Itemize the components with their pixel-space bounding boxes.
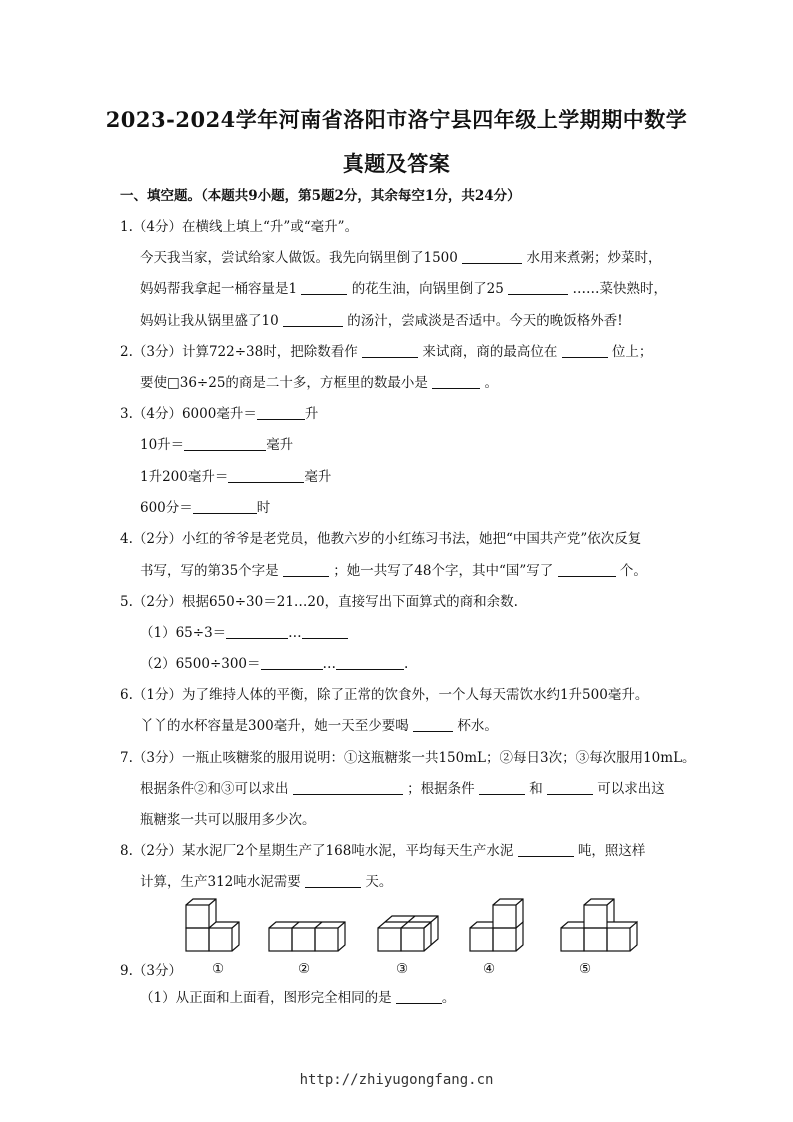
- q3-line-1: [120, 405, 318, 423]
- q5-blank-1[interactable]: [226, 624, 288, 639]
- q3-line-3: [140, 468, 331, 486]
- q5-text-b: …: [288, 625, 302, 641]
- q3-text-g: 600分＝: [140, 500, 193, 516]
- figure-4: [470, 899, 523, 951]
- figure-label-1: ①: [212, 961, 225, 977]
- q3-text-c: 10升＝: [140, 437, 185, 453]
- title-line-1: 2023-2024学年河南省洛阳市洛宁县四年级上学期期中数学: [105, 107, 688, 132]
- q1-text-a: 今天我当家，尝试给家人做饭。我先向锅里倒了1500: [140, 250, 458, 266]
- q5-text-d: …: [322, 656, 337, 672]
- q7-text-b: ；根据条件: [407, 781, 475, 797]
- q1-line-1: [140, 249, 661, 267]
- q4-blank-1[interactable]: [283, 562, 329, 577]
- q3-blank-4[interactable]: [193, 499, 257, 514]
- q8-text-b2: 天。: [365, 874, 393, 890]
- q1-line-3: [140, 312, 623, 330]
- q7-line-1: 7.（3分）一瓶止咳糖浆的服用说明：①这瓶糖浆一共150mL；②每日3次；③每次服用10mL。: [120, 750, 696, 766]
- q3-blank-1[interactable]: [257, 405, 305, 420]
- q5-blank-2[interactable]: [302, 624, 348, 639]
- q9-text-a: （1）从正面和上面看，图形完全相同的是: [140, 990, 392, 1006]
- q1-text-g: 的汤汁，尝咸淡是否适中。今天的晚饭格外香!: [347, 313, 623, 329]
- q3-text-b: 升: [304, 406, 319, 422]
- q5-text-c: （2）6500÷300＝: [140, 656, 261, 672]
- cube-figures: [0, 890, 793, 960]
- q9-text-b: 。: [441, 990, 456, 1006]
- q1-text-c: 妈妈帮我拿起一桶容量是1: [140, 281, 298, 297]
- q7-line-2: [140, 780, 665, 798]
- footer-url[interactable]: http://zhiyugongfang.cn: [299, 1072, 494, 1088]
- q7-line-3: 瓶糖浆一共可以服用多少次。: [140, 812, 316, 828]
- q3-blank-2[interactable]: [184, 436, 266, 451]
- q2-text-c: 位上；: [611, 344, 653, 360]
- figure-label-5: ⑤: [579, 961, 592, 977]
- q3-text-h: 时: [256, 500, 271, 516]
- q3-text-f: 毫升: [304, 469, 332, 485]
- q8-text-a2: 计算，生产312吨水泥需要: [140, 874, 301, 890]
- q5-text-a: （1）65÷3＝: [140, 625, 227, 641]
- q9-blank-1[interactable]: [396, 989, 442, 1004]
- q4-text-a: 书写，写的第35个字是: [140, 563, 279, 579]
- q5-blank-4[interactable]: [336, 655, 404, 670]
- q8-blank-2[interactable]: [305, 873, 361, 888]
- q1-heading: 1.（4分）在横线上填上“升”或“毫升”。: [120, 219, 359, 235]
- figure-label-4: ④: [483, 961, 496, 977]
- q6-text-a: 丫丫的水杯容量是300毫升，她一天至少要喝: [140, 718, 409, 734]
- q5-line-1: 5.（2分）根据650÷30＝21…20，直接写出下面算式的商和余数.: [120, 594, 518, 610]
- q4-line-2: [140, 562, 647, 580]
- figure-label-2: ②: [298, 961, 311, 977]
- q3-text-d: 毫升: [266, 437, 294, 453]
- q7-text-a: 根据条件②和③可以求出: [140, 781, 289, 797]
- q3-text-e: 1升200毫升＝: [140, 469, 229, 485]
- figure-5: [561, 899, 637, 951]
- q1-blank-3[interactable]: [508, 280, 568, 295]
- q4-text-b: ；她一共写了48个字，其中“国”写了: [333, 563, 554, 579]
- q4-text-c: 个。: [619, 563, 647, 579]
- figure-label-3: ③: [396, 961, 409, 977]
- q3-text-a: 3.（4分）6000毫升＝: [120, 406, 257, 422]
- q1-text-f: 妈妈让我从锅里盛了10: [140, 313, 279, 329]
- q2-text-b: 来试商，商的最高位在: [422, 344, 558, 360]
- q6-text-b: 杯水。: [457, 718, 498, 734]
- q1-line-2: [140, 280, 667, 298]
- q2-text-a: 2.（3分）计算722÷38时，把除数看作: [120, 344, 358, 360]
- q7-blank-2[interactable]: [479, 780, 525, 795]
- q2-blank-1[interactable]: [362, 343, 418, 358]
- section-heading: 一、填空题。（本题共9小题，第5题2分，其余每空1分，共24分）: [120, 188, 521, 204]
- q8-text-b: 吨，照这样: [577, 843, 646, 859]
- q2-blank-3[interactable]: [432, 374, 480, 389]
- q3-blank-3[interactable]: [228, 468, 304, 483]
- q8-text-a: 8.（2分）某水泥厂2个星期生产了168吨水泥，平均每天生产水泥: [120, 843, 514, 859]
- q5-blank-3[interactable]: [261, 655, 323, 670]
- q2-text-e: 。: [484, 375, 499, 391]
- q7-text-d: 可以求出这: [597, 781, 665, 797]
- q8-line-1: [120, 842, 645, 860]
- q7-text-c: 和: [529, 781, 543, 797]
- q8-line-2: [140, 873, 392, 891]
- q6-line-1: 6.（1分）为了维持人体的平衡，除了正常的饮食外，一个人每天需饮水约1升500毫升。: [120, 687, 649, 703]
- q2-line-2: [140, 374, 498, 392]
- figure-3: [378, 916, 438, 951]
- q5-line-3: [140, 655, 408, 673]
- q1-text-d: 的花生油，向锅里倒了25: [351, 281, 504, 297]
- q5-text-e: .: [404, 656, 409, 672]
- q3-line-2: [140, 436, 293, 454]
- q9-sub-1: [140, 989, 455, 1007]
- q4-line-1: 4.（2分）小红的爷爷是老党员，他教六岁的小红练习书法，她把“中国共产党”依次反复: [120, 531, 642, 547]
- q2-text-d: 要使□36÷25的商是二十多，方框里的数最小是: [140, 375, 428, 391]
- q5-line-2: [140, 624, 348, 642]
- figure-2: [269, 922, 345, 951]
- q1-blank-1[interactable]: [462, 249, 522, 264]
- q2-line-1: [120, 343, 652, 361]
- q7-blank-3[interactable]: [547, 780, 593, 795]
- q2-blank-2[interactable]: [562, 343, 608, 358]
- q9-heading: 9.（3分）: [120, 963, 182, 979]
- q6-line-2: [140, 717, 498, 735]
- q1-text-b: 水用来煮粥；炒菜时，: [526, 250, 662, 266]
- q7-blank-1[interactable]: [293, 780, 403, 795]
- q3-line-4: [140, 499, 270, 517]
- q1-blank-2[interactable]: [301, 280, 347, 295]
- figure-1: [186, 899, 239, 951]
- q4-blank-2[interactable]: [558, 562, 616, 577]
- title-line-2: 真题及答案: [342, 151, 451, 176]
- q6-blank-1[interactable]: [413, 717, 453, 732]
- q8-blank-1[interactable]: [518, 842, 574, 857]
- q1-text-e: ……菜快熟时，: [572, 281, 667, 297]
- q1-blank-4[interactable]: [283, 312, 343, 327]
